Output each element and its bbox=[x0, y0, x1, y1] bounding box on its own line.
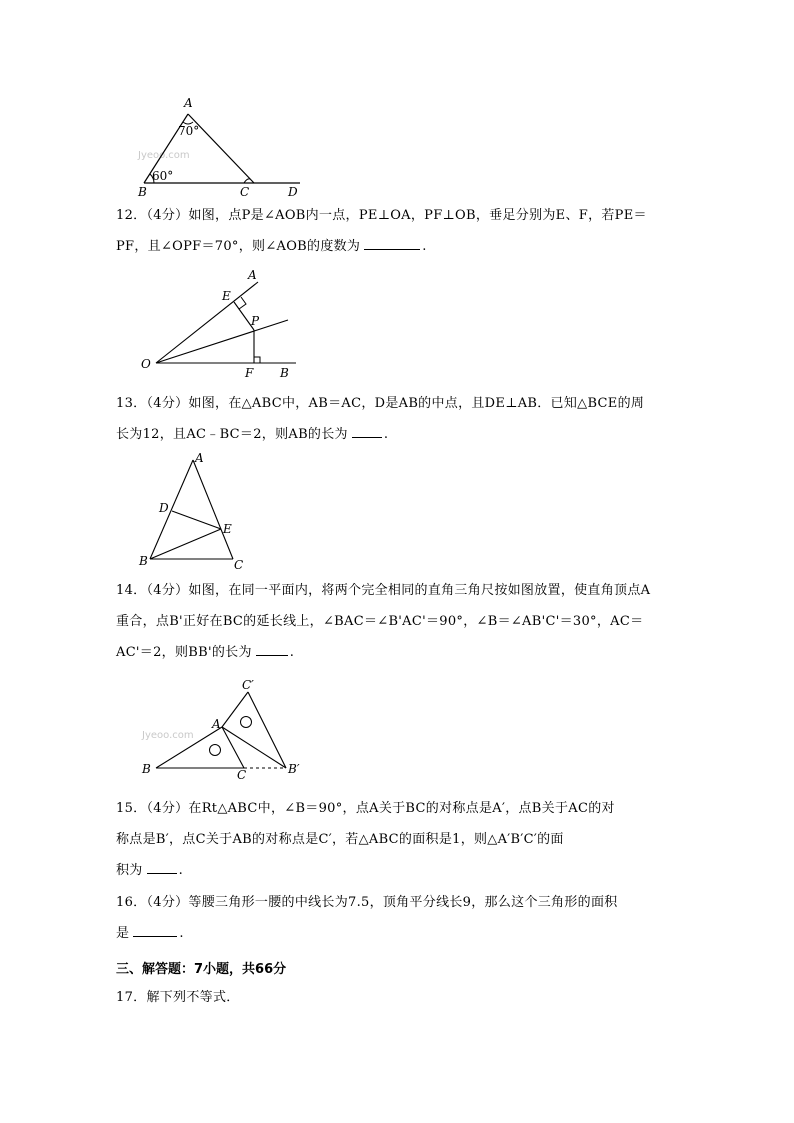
question-15-line-2: 称点是B′，点C关于AB的对称点是C′，若△ABC的面积是1，则△A′B′C′的面 bbox=[116, 832, 564, 847]
figure-q11 bbox=[130, 92, 310, 202]
question-15-text: 积为 bbox=[116, 863, 143, 878]
figure-q14 bbox=[136, 676, 316, 786]
question-13 bbox=[116, 388, 676, 450]
period: . bbox=[179, 926, 184, 941]
label-d: D bbox=[288, 185, 298, 199]
question-16-text: 是 bbox=[116, 926, 130, 941]
question-17: 17．解下列不等式． bbox=[116, 990, 240, 1005]
question-13-text: 长为12，且AC﹣BC＝2，则AB的长为 bbox=[116, 427, 348, 442]
label-c: C bbox=[240, 185, 250, 199]
question-14-line-3 bbox=[116, 637, 676, 668]
question-15-line-1: 15．（4分）在Rt△ABC中，∠B＝90°，点A关于BC的对称点是A′，点B关于AC的对 bbox=[116, 801, 615, 816]
label-f: F bbox=[245, 366, 254, 380]
question-14-line-1: 14．（4分）如图，在同一平面内，将两个完全相同的直角三角尺按如图放置，使直角顶点A bbox=[116, 583, 651, 598]
question-15 bbox=[116, 793, 676, 886]
label-e: E bbox=[223, 522, 232, 536]
label-b: B bbox=[142, 762, 151, 776]
answer-blank-14[interactable] bbox=[256, 641, 288, 656]
answer-blank-15[interactable] bbox=[147, 859, 177, 874]
question-16-line-1: 16．（4分）等腰三角形一腰的中线长为7.5，顶角平分线长9，那么这个三角形的面积 bbox=[116, 895, 618, 910]
question-12-line-2 bbox=[116, 231, 676, 262]
question-12-line-1: 12．（4分）如图，点P是∠AOB内一点，PE⊥OA，PF⊥OB，垂足分别为E、F，若PE＝ bbox=[116, 208, 647, 223]
angle-a-label: 70° bbox=[178, 124, 200, 138]
two-set-squares-diagram bbox=[136, 676, 316, 786]
label-e: E bbox=[222, 289, 231, 303]
label-d: D bbox=[159, 501, 169, 515]
answer-blank-13[interactable] bbox=[352, 423, 382, 438]
question-14-text: AC'＝2，则BB'的长为 bbox=[116, 645, 252, 660]
period: . bbox=[178, 863, 184, 878]
isosceles-triangle-diagram bbox=[134, 450, 254, 572]
period: . bbox=[289, 645, 295, 660]
figure-q12 bbox=[138, 268, 308, 383]
label-b: B bbox=[139, 554, 148, 568]
triangle-abc-diagram bbox=[130, 92, 310, 202]
question-14 bbox=[116, 575, 676, 668]
label-o: O bbox=[141, 357, 151, 371]
question-13-line-2 bbox=[116, 419, 676, 450]
label-a: A bbox=[248, 268, 257, 282]
label-a: A bbox=[212, 717, 221, 731]
watermark: Jyeoo.com bbox=[142, 730, 194, 741]
question-16 bbox=[116, 887, 676, 949]
label-b: B bbox=[138, 185, 147, 199]
label-a: A bbox=[195, 451, 204, 465]
label-c: C bbox=[234, 558, 244, 572]
label-a: A bbox=[184, 96, 193, 110]
answer-blank-16[interactable] bbox=[133, 922, 177, 937]
question-13-line-1: 13．（4分）如图，在△ABC中，AB＝AC，D是AB的中点，且DE⊥AB．已知△BCE的周 bbox=[116, 396, 645, 411]
angle-b-label: 60° bbox=[152, 169, 174, 183]
label-p: P bbox=[251, 314, 260, 328]
period: . bbox=[383, 427, 389, 442]
question-15-line-3 bbox=[116, 855, 676, 886]
question-14-line-2: 重合，点B'正好在BC的延长线上，∠BAC＝∠B'AC'＝90°，∠B＝∠AB'C'＝30°，AC＝ bbox=[116, 614, 644, 629]
angle-aob-diagram bbox=[138, 268, 308, 383]
label-c-prime: C′ bbox=[242, 678, 254, 692]
figure-q13 bbox=[134, 450, 254, 572]
answer-blank-12[interactable] bbox=[364, 235, 420, 250]
question-12-text: PF，且∠OPF＝70°，则∠AOB的度数为 bbox=[116, 239, 361, 254]
watermark: Jyeoo.com bbox=[138, 150, 190, 161]
label-b: B bbox=[280, 366, 289, 380]
question-12 bbox=[116, 200, 676, 262]
label-b-prime: B′ bbox=[288, 762, 300, 776]
section-heading: 三、解答题：7小题，共66分 bbox=[116, 962, 287, 977]
period: . bbox=[422, 239, 427, 254]
label-c: C bbox=[237, 768, 247, 782]
question-16-line-2 bbox=[116, 918, 676, 949]
